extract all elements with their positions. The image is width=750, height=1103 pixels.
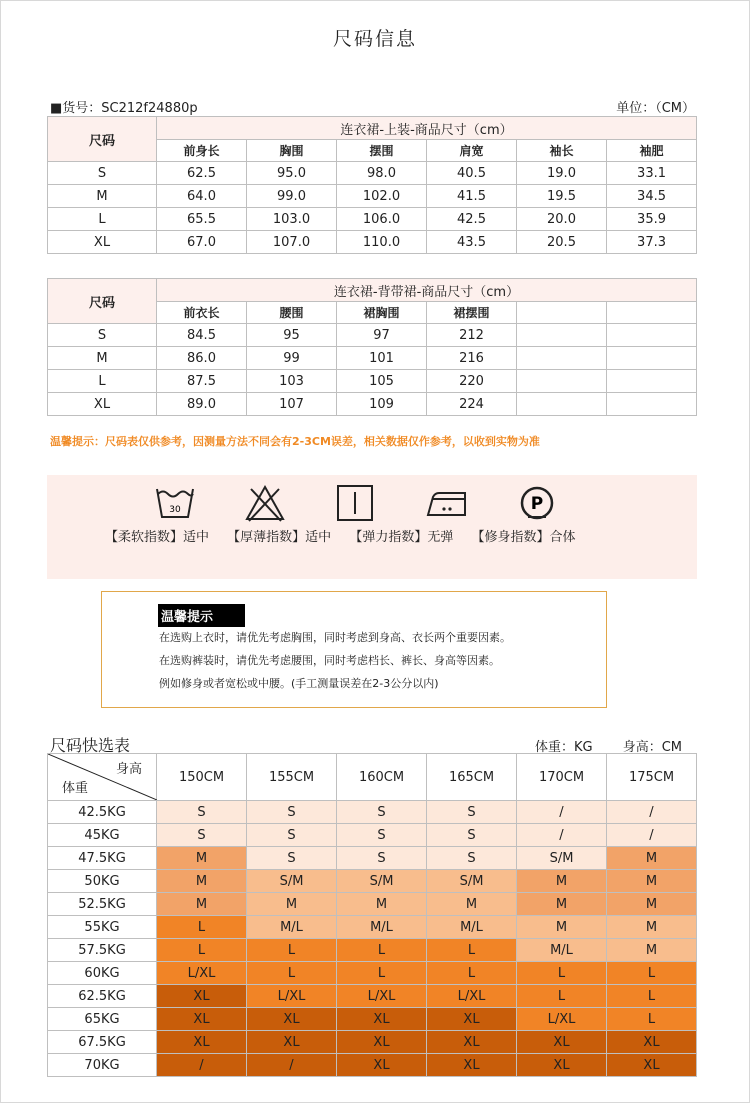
size-header: 尺码 <box>48 279 157 324</box>
size-cell: S <box>48 324 157 347</box>
tips-box <box>101 591 607 708</box>
table-title: 连衣裙-背带裙-商品尺寸（cm） <box>157 279 697 302</box>
size-recommendation-cell: / <box>607 824 697 847</box>
size-recommendation-cell: S <box>337 824 427 847</box>
table-row <box>48 324 697 347</box>
size-recommendation-cell: L <box>337 939 427 962</box>
value-cell: 43.5 <box>427 231 517 254</box>
weight-cell: 47.5KG <box>48 847 157 870</box>
size-recommendation-cell: M <box>157 893 247 916</box>
size-recommendation-cell: XL <box>337 1031 427 1054</box>
value-cell: 20.5 <box>517 231 607 254</box>
size-cell: XL <box>48 393 157 416</box>
value-cell: 87.5 <box>157 370 247 393</box>
height-header: 160CM <box>337 754 427 801</box>
size-recommendation-cell: S/M <box>517 847 607 870</box>
weight-cell: 50KG <box>48 870 157 893</box>
weight-row <box>48 985 697 1008</box>
size-recommendation-cell: L/XL <box>157 962 247 985</box>
size-recommendation-cell: L <box>607 962 697 985</box>
weight-row <box>48 824 697 847</box>
size-recommendation-cell: XL <box>517 1054 607 1077</box>
weight-row <box>48 962 697 985</box>
no-bleach-icon <box>243 483 287 523</box>
weight-unit: 体重：KG <box>534 740 593 755</box>
table-row <box>48 208 697 231</box>
table-row <box>48 162 697 185</box>
size-recommendation-cell: M <box>607 847 697 870</box>
value-cell: 107.0 <box>247 231 337 254</box>
size-recommendation-cell: XL <box>337 1008 427 1031</box>
size-cell: M <box>48 185 157 208</box>
size-recommendation-cell: XL <box>157 1008 247 1031</box>
value-cell: 64.0 <box>157 185 247 208</box>
corner-header <box>48 754 157 801</box>
size-recommendation-cell: L <box>427 939 517 962</box>
weight-cell: 45KG <box>48 824 157 847</box>
size-recommendation-cell: S <box>247 847 337 870</box>
size-recommendation-cell: S <box>337 847 427 870</box>
size-recommendation-cell: M/L <box>247 916 337 939</box>
weight-cell: 42.5KG <box>48 801 157 824</box>
size-recommendation-cell: S <box>427 801 517 824</box>
table-row <box>48 231 697 254</box>
size-recommendation-cell: XL <box>517 1031 607 1054</box>
col-header <box>607 302 697 324</box>
col-header: 袖肥 <box>607 140 697 162</box>
table-row <box>48 370 697 393</box>
size-recommendation-cell: M <box>517 916 607 939</box>
top-size-table <box>47 116 697 254</box>
value-cell: 105 <box>337 370 427 393</box>
thickness-index: 【厚薄指数】适中 <box>227 530 332 545</box>
wash-temp: 30 <box>169 505 181 515</box>
iron-low-icon <box>425 483 469 523</box>
size-notice: 温馨提示：尺码表仅供参考，因测量方法不同会有2-3CM误差，相关数据仅作参考，以收到实物为准 <box>50 435 540 448</box>
value-cell: 95.0 <box>247 162 337 185</box>
table-row <box>48 393 697 416</box>
value-cell: 212 <box>427 324 517 347</box>
size-recommendation-cell: L <box>247 962 337 985</box>
item-meta <box>50 97 695 116</box>
size-cell: XL <box>48 231 157 254</box>
size-recommendation-cell: S/M <box>427 870 517 893</box>
size-recommendation-cell: S <box>427 847 517 870</box>
size-recommendation-cell: L <box>517 985 607 1008</box>
size-recommendation-cell: M <box>517 893 607 916</box>
tips-heading: 温馨提示 <box>158 604 245 627</box>
value-cell <box>607 324 697 347</box>
size-recommendation-cell: L/XL <box>427 985 517 1008</box>
size-recommendation-cell: / <box>157 1054 247 1077</box>
value-cell: 220 <box>427 370 517 393</box>
size-recommendation-cell: M/L <box>427 916 517 939</box>
value-cell: 99.0 <box>247 185 337 208</box>
size-recommendation-cell: XL <box>607 1054 697 1077</box>
value-cell: 99 <box>247 347 337 370</box>
page-title: 尺码信息 <box>332 28 417 50</box>
value-cell: 34.5 <box>607 185 697 208</box>
weight-row <box>48 1008 697 1031</box>
value-cell <box>517 393 607 416</box>
size-recommendation-cell: L <box>337 962 427 985</box>
value-cell: 107 <box>247 393 337 416</box>
size-recommendation-cell: L <box>247 939 337 962</box>
weight-row <box>48 939 697 962</box>
value-cell: 86.0 <box>157 347 247 370</box>
col-header: 胸围 <box>247 140 337 162</box>
value-cell: 67.0 <box>157 231 247 254</box>
size-recommendation-cell: M <box>337 893 427 916</box>
size-recommendation-cell: L/XL <box>247 985 337 1008</box>
softness-index: 【柔软指数】适中 <box>105 530 210 545</box>
value-cell: 40.5 <box>427 162 517 185</box>
fit-index: 【修身指数】合体 <box>471 530 576 545</box>
value-cell: 19.5 <box>517 185 607 208</box>
value-cell <box>607 370 697 393</box>
unit-label: 单位：（CM） <box>616 101 695 116</box>
tip-line: 在选购裤装时，请优先考虑腰围，同时考虑档长、裤长、身高等因素。 <box>159 654 500 667</box>
value-cell: 98.0 <box>337 162 427 185</box>
tip-line: 在选购上衣时，请优先考虑胸围，同时考虑到身高、衣长两个重要因素。 <box>159 631 511 644</box>
table-row <box>48 347 697 370</box>
col-header: 裙胸围 <box>337 302 427 324</box>
size-cell: M <box>48 347 157 370</box>
size-recommendation-cell: XL <box>157 985 247 1008</box>
quick-table-title: 尺码快选表 <box>50 736 131 755</box>
top-size-rows <box>48 162 697 254</box>
value-cell: 103.0 <box>247 208 337 231</box>
size-recommendation-cell: XL <box>427 1031 517 1054</box>
size-recommendation-cell: / <box>517 801 607 824</box>
weight-row <box>48 801 697 824</box>
col-header: 袖长 <box>517 140 607 162</box>
size-recommendation-cell: S/M <box>247 870 337 893</box>
item-number: ■货号：SC212f24880p <box>50 101 198 116</box>
size-recommendation-cell: M <box>607 916 697 939</box>
value-cell: 109 <box>337 393 427 416</box>
value-cell: 42.5 <box>427 208 517 231</box>
tip-line: 例如修身或者宽松或中腰。(手工测量误差在2-3公分以内) <box>159 677 439 690</box>
size-recommendation-cell: M/L <box>517 939 607 962</box>
weight-cell: 67.5KG <box>48 1031 157 1054</box>
value-cell: 20.0 <box>517 208 607 231</box>
weight-cell: 57.5KG <box>48 939 157 962</box>
size-recommendation-cell: M <box>517 870 607 893</box>
value-cell: 89.0 <box>157 393 247 416</box>
size-recommendation-cell: L <box>157 939 247 962</box>
height-header: 165CM <box>427 754 517 801</box>
weight-row <box>48 870 697 893</box>
value-cell <box>517 370 607 393</box>
size-recommendation-cell: L <box>427 962 517 985</box>
size-recommendation-cell: L/XL <box>337 985 427 1008</box>
size-recommendation-cell: M/L <box>337 916 427 939</box>
size-recommendation-cell: M <box>157 870 247 893</box>
weight-cell: 55KG <box>48 916 157 939</box>
value-cell: 216 <box>427 347 517 370</box>
value-cell: 35.9 <box>607 208 697 231</box>
size-recommendation-cell: S <box>427 824 517 847</box>
value-cell: 110.0 <box>337 231 427 254</box>
weight-cell: 62.5KG <box>48 985 157 1008</box>
size-recommendation-cell: L <box>607 985 697 1008</box>
quick-size-table <box>47 753 697 1077</box>
weight-cell: 70KG <box>48 1054 157 1077</box>
size-recommendation-cell: M <box>157 847 247 870</box>
size-recommendation-cell: XL <box>337 1054 427 1077</box>
size-recommendation-cell: / <box>247 1054 337 1077</box>
value-cell: 65.5 <box>157 208 247 231</box>
size-recommendation-cell: S/M <box>337 870 427 893</box>
dryclean-letter: P <box>530 494 544 514</box>
size-recommendation-cell: L <box>157 916 247 939</box>
value-cell: 101 <box>337 347 427 370</box>
weight-row <box>48 893 697 916</box>
value-cell: 37.3 <box>607 231 697 254</box>
col-header <box>517 302 607 324</box>
corner-weight-label: 体重 <box>62 781 89 796</box>
size-recommendation-cell: M <box>427 893 517 916</box>
size-cell: S <box>48 162 157 185</box>
size-recommendation-cell: S <box>247 801 337 824</box>
height-unit: 身高：CM <box>622 740 682 755</box>
value-cell <box>607 393 697 416</box>
suspender-size-rows <box>48 324 697 416</box>
value-cell: 102.0 <box>337 185 427 208</box>
value-cell <box>517 347 607 370</box>
value-cell: 106.0 <box>337 208 427 231</box>
height-header: 150CM <box>157 754 247 801</box>
height-header: 155CM <box>247 754 337 801</box>
height-header: 175CM <box>607 754 697 801</box>
size-recommendation-cell: XL <box>247 1008 337 1031</box>
size-recommendation-cell: S <box>337 801 427 824</box>
weight-row <box>48 916 697 939</box>
size-recommendation-cell: M <box>607 939 697 962</box>
weight-row <box>48 847 697 870</box>
value-cell <box>607 347 697 370</box>
size-recommendation-cell: / <box>607 801 697 824</box>
value-cell: 97 <box>337 324 427 347</box>
value-cell: 62.5 <box>157 162 247 185</box>
table-title: 连衣裙-上装-商品尺寸（cm） <box>157 117 697 140</box>
weight-cell: 65KG <box>48 1008 157 1031</box>
value-cell: 224 <box>427 393 517 416</box>
value-cell <box>517 324 607 347</box>
size-recommendation-cell: XL <box>247 1031 337 1054</box>
size-recommendation-cell: M <box>607 893 697 916</box>
size-recommendation-cell: S <box>157 801 247 824</box>
size-recommendation-cell: L <box>517 962 607 985</box>
size-recommendation-cell: XL <box>427 1054 517 1077</box>
quick-size-rows <box>48 801 697 1077</box>
value-cell: 41.5 <box>427 185 517 208</box>
weight-row <box>48 1054 697 1077</box>
size-recommendation-cell: L/XL <box>517 1008 607 1031</box>
size-cell: L <box>48 208 157 231</box>
size-recommendation-cell: S <box>247 824 337 847</box>
col-header: 摆围 <box>337 140 427 162</box>
dry-clean-p-icon <box>515 483 559 523</box>
size-recommendation-cell: L <box>607 1008 697 1031</box>
size-cell: L <box>48 370 157 393</box>
value-cell: 19.0 <box>517 162 607 185</box>
col-header: 裙摆围 <box>427 302 517 324</box>
size-header: 尺码 <box>48 117 157 162</box>
value-cell: 95 <box>247 324 337 347</box>
size-recommendation-cell: M <box>607 870 697 893</box>
wash-30-icon <box>153 483 197 523</box>
suspender-size-table <box>47 278 697 416</box>
col-header: 前身长 <box>157 140 247 162</box>
table-row <box>48 185 697 208</box>
size-recommendation-cell: XL <box>427 1008 517 1031</box>
col-header: 前衣长 <box>157 302 247 324</box>
corner-height-label: 身高 <box>115 762 142 777</box>
size-recommendation-cell: S <box>157 824 247 847</box>
care-panel <box>47 475 697 579</box>
col-header: 腰围 <box>247 302 337 324</box>
size-recommendation-cell: XL <box>607 1031 697 1054</box>
height-header: 170CM <box>517 754 607 801</box>
weight-cell: 60KG <box>48 962 157 985</box>
value-cell: 103 <box>247 370 337 393</box>
size-recommendation-cell: / <box>517 824 607 847</box>
size-recommendation-cell: XL <box>157 1031 247 1054</box>
weight-cell: 52.5KG <box>48 893 157 916</box>
elasticity-index: 【弹力指数】无弹 <box>349 530 454 545</box>
weight-row <box>48 1031 697 1054</box>
value-cell: 84.5 <box>157 324 247 347</box>
col-header: 肩宽 <box>427 140 517 162</box>
value-cell: 33.1 <box>607 162 697 185</box>
size-recommendation-cell: M <box>247 893 337 916</box>
tumble-dry-icon <box>333 483 377 523</box>
